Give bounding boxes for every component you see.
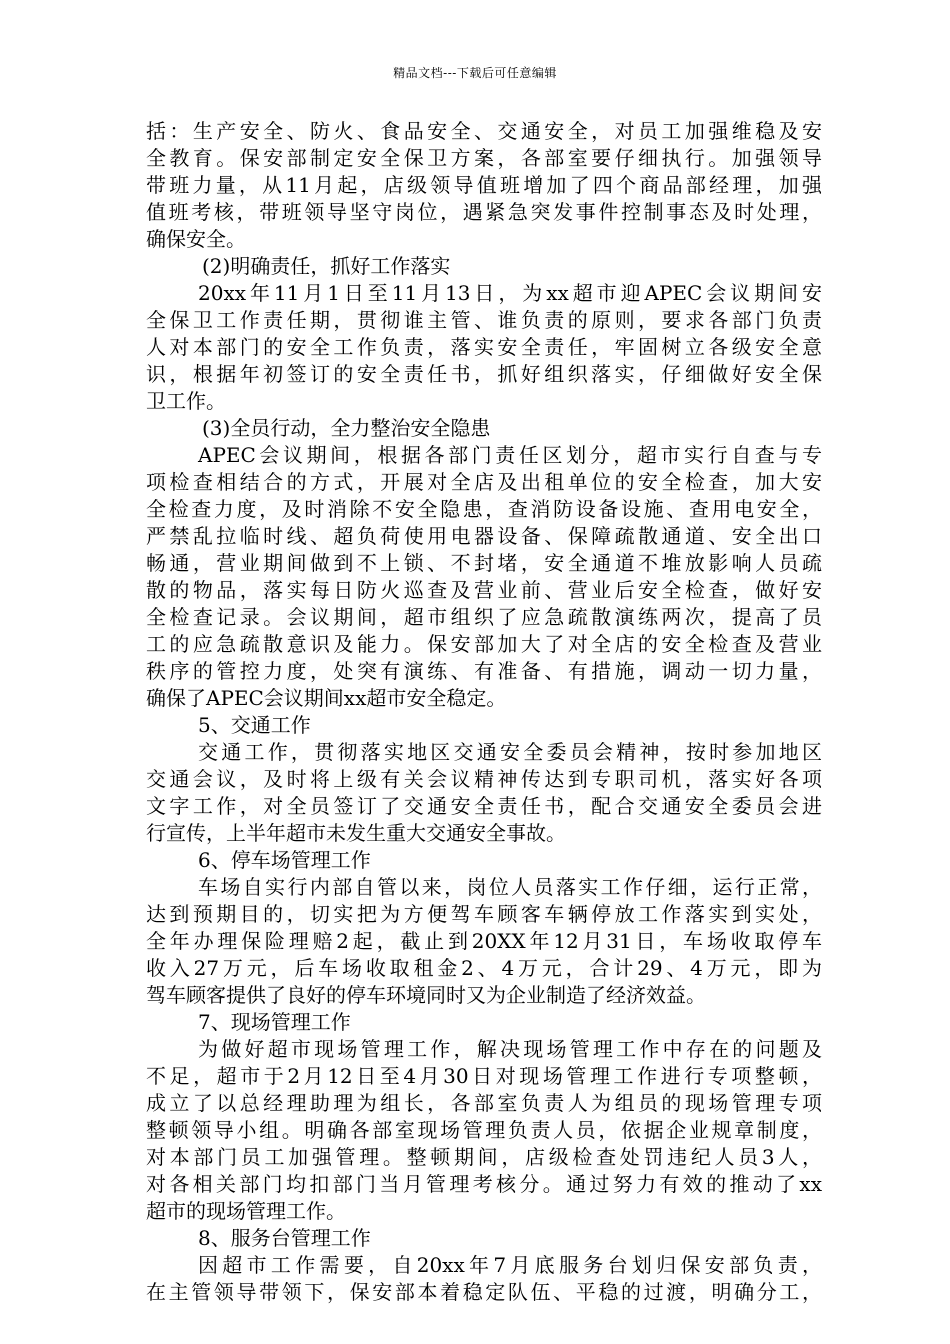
text-line: 对本部门员工加强管理。整顿期间，店级检查处罚违纪人员3人， [146, 1145, 822, 1169]
text-line: 7、现场管理工作 [198, 1010, 351, 1034]
text-line: 严禁乱拉临时线、超负荷使用电器设备、保障疏散通道、安全出口 [146, 524, 822, 548]
text-line: 6、停车场管理工作 [198, 848, 371, 872]
text-line: 20xx年11月1日至11月13日，为xx超市迎APEC会议期间安 [198, 281, 822, 305]
text-line: 全检查记录。会议期间，超市组织了应急疏散演练两次，提高了员 [146, 605, 822, 629]
text-line: 全教育。保安部制定安全保卫方案，各部室要仔细执行。加强领导 [146, 146, 822, 170]
text-line: (3)全员行动，全力整治安全隐患 [202, 416, 491, 440]
text-line: 值班考核，带班领导坚守岗位，遇紧急突发事件控制事态及时处理， [146, 200, 822, 224]
text-line: 工的应急疏散意识及能力。保安部加大了对全店的安全检查及营业 [146, 632, 822, 656]
text-line: 秩序的管控力度，处突有演练、有准备、有措施，调动一切力量， [146, 659, 822, 683]
text-line: 文字工作，对全员签订了交通安全责任书，配合交通安全委员会进 [146, 794, 822, 818]
text-line: 整顿领导小组。明确各部室现场管理负责人员，依据企业规章制度， [146, 1118, 822, 1142]
text-line: 在主管领导带领下，保安部本着稳定队伍、平稳的过渡，明确分工， [146, 1280, 822, 1304]
text-line: 全检查力度，及时消除不安全隐患，查消防设备设施、查用电安全， [146, 497, 822, 521]
text-line: 散的物品，落实每日防火巡查及营业前、营业后安全检查，做好安 [146, 578, 822, 602]
text-line: 5、交通工作 [198, 713, 311, 737]
text-line: 交通会议，及时将上级有关会议精神传达到专职司机，落实好各项 [146, 767, 822, 791]
text-line: 确保了APEC会议期间xx超市安全稳定。 [146, 686, 507, 710]
document-body [146, 118, 822, 1306]
text-line: 不足，超市于2月12日至4月30日对现场管理工作进行专项整顿， [146, 1064, 822, 1088]
text-line: 识，根据年初签订的安全责任书，抓好组织落实，仔细做好安全保 [146, 362, 822, 386]
text-line: 卫工作。 [146, 389, 226, 413]
text-line: 对各相关部门均扣部门当月管理考核分。通过努力有效的推动了xx [146, 1172, 822, 1196]
page-header: 精品文档---下载后可任意编辑 [393, 66, 557, 80]
text-line: 交通工作，贯彻落实地区交通安全委员会精神，按时参加地区 [198, 740, 822, 764]
text-line: 全保卫工作责任期，贯彻谁主管、谁负责的原则，要求各部门负责 [146, 308, 822, 332]
text-line: 畅通，营业期间做到不上锁、不封堵，安全通道不堆放影响人员疏 [146, 551, 822, 575]
text-line: 项检查相结合的方式，开展对全店及出租单位的安全检查，加大安 [146, 470, 822, 494]
text-line: 车场自实行内部自管以来，岗位人员落实工作仔细，运行正常， [198, 875, 822, 899]
text-line: 超市的现场管理工作。 [146, 1199, 346, 1223]
text-line: (2)明确责任，抓好工作落实 [202, 254, 451, 278]
text-line: 括：生产安全、防火、食品安全、交通安全，对员工加强维稳及安 [146, 119, 822, 143]
text-line: 成立了以总经理助理为组长，各部室负责人为组员的现场管理专项 [146, 1091, 822, 1115]
text-line: 确保安全。 [146, 227, 246, 251]
text-line: APEC会议期间，根据各部门责任区划分，超市实行自查与专 [198, 443, 822, 467]
text-line: 驾车顾客提供了良好的停车环境同时又为企业制造了经济效益。 [146, 983, 706, 1007]
text-line: 人对本部门的安全工作负责，落实安全责任，牢固树立各级安全意 [146, 335, 822, 359]
text-line: 全年办理保险理赔2起，截止到20XX年12月31日，车场收取停车 [146, 929, 822, 953]
text-line: 8、服务台管理工作 [198, 1226, 371, 1250]
text-line: 行宣传，上半年超市未发生重大交通安全事故。 [146, 821, 566, 845]
text-line: 因超市工作需要，自20xx年7月底服务台划归保安部负责， [198, 1253, 822, 1277]
text-line: 收入27万元，后车场收取租金2、4万元，合计29、4万元，即为 [146, 956, 822, 980]
text-line: 带班力量，从11月起，店级领导值班增加了四个商品部经理，加强 [146, 173, 822, 197]
text-line: 达到预期目的，切实把为方便驾车顾客车辆停放工作落实到实处， [146, 902, 822, 926]
text-line: 为做好超市现场管理工作，解决现场管理工作中存在的问题及 [198, 1037, 822, 1061]
